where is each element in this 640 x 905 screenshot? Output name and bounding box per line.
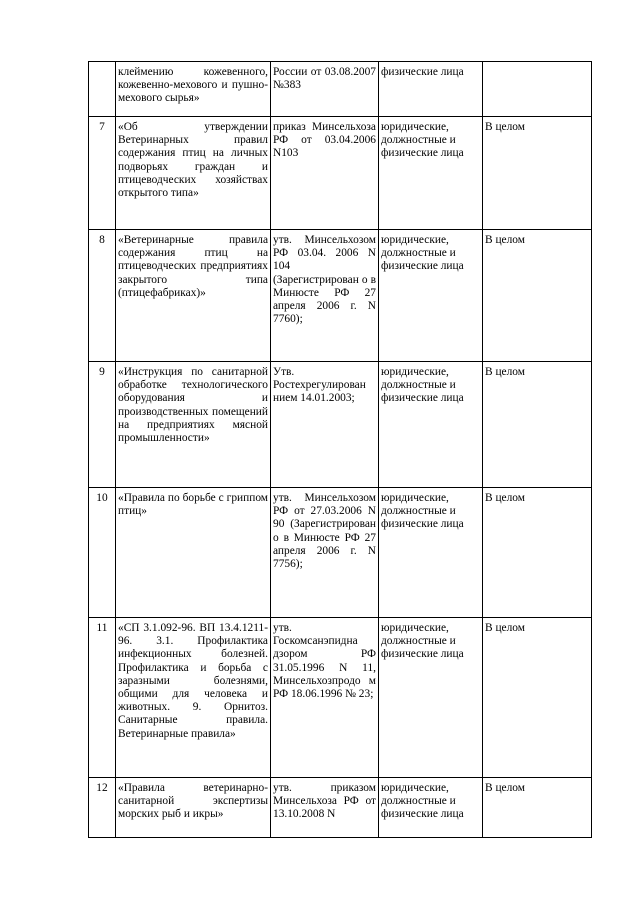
subjects-cell: юридические, должностные и физические лица [379,362,483,488]
regulation-name-cell: «СП 3.1.092-96. ВП 13.4.1211-96. 3.1. Профилактика инфекционных болезней. Профилактика и борьба с заразными болезнями, общими для человека и животных. 9. Орнитоз. Санитарные правила. Ветеринарные правила» [116,618,271,778]
regulations-table [88,61,592,838]
subjects-cell: физические лица [379,62,483,117]
regulation-name-cell: «Правила по борьбе с гриппом птиц» [116,488,271,618]
table-row [89,362,592,488]
row-number-cell: 7 [89,117,116,230]
approval-document-cell: утв. Минсельхозом РФ 03.04. 2006 N 104 (Зарегистрирован о в Минюсте РФ 27 апреля 2006 г. N 7760); [271,230,379,362]
scope-cell: В целом [483,117,592,230]
regulation-name-cell: «Об утверждении Ветеринарных правил содержания птиц на личных подворьях граждан и птицеводческих хозяйствах открытого типа» [116,117,271,230]
regulation-name-cell: клеймению кожевенного, кожевенно-мехового и пушно-мехового сырья» [116,62,271,117]
approval-document-cell: утв. Минсельхозом РФ от 27.03.2006 N 90 (Зарегистрирован о в Минюсте РФ 27 апреля 2006 г. N 7756); [271,488,379,618]
approval-document-cell: России от 03.08.2007 №383 [271,62,379,117]
approval-document-cell: утв. приказом Минсельхоза РФ от 13.10.2008 N [271,778,379,838]
row-number-cell: 8 [89,230,116,362]
approval-document-cell: утв. Госкомсанэпидна дзором РФ 31.05.1996 N 11, Минсельхозпродо м РФ 18.06.1996 № 23; [271,618,379,778]
table-row [89,117,592,230]
scope-cell: В целом [483,362,592,488]
approval-document-cell: Утв. Ростехрегулирован нием 14.01.2003; [271,362,379,488]
scope-cell: В целом [483,488,592,618]
scope-cell: В целом [483,778,592,838]
regulation-name-cell: «Ветеринарные правила содержания птиц на птицеводческих предприятиях закрытого типа (птицефабриках)» [116,230,271,362]
subjects-cell: юридические, должностные и физические лица [379,618,483,778]
table-row [89,778,592,838]
approval-document-cell: приказ Минсельхоза РФ от 03.04.2006 N103 [271,117,379,230]
subjects-cell: юридические, должностные и физические лица [379,230,483,362]
row-number-cell [89,62,116,117]
table-row [89,230,592,362]
subjects-cell: юридические, должностные и физические лица [379,488,483,618]
table-row [89,62,592,117]
row-number-cell: 10 [89,488,116,618]
regulation-name-cell: «Правила ветеринарно-санитарной экспертизы морских рыб и икры» [116,778,271,838]
row-number-cell: 11 [89,618,116,778]
scope-cell: В целом [483,618,592,778]
subjects-cell: юридические, должностные и физические лица [379,778,483,838]
row-number-cell: 9 [89,362,116,488]
table-row [89,488,592,618]
scope-cell [483,62,592,117]
subjects-cell: юридические, должностные и физические лица [379,117,483,230]
table-row [89,618,592,778]
scope-cell: В целом [483,230,592,362]
regulation-name-cell: «Инструкция по санитарной обработке технологического оборудования и производственных помещений на предприятиях мясной промышленности» [116,362,271,488]
row-number-cell: 12 [89,778,116,838]
